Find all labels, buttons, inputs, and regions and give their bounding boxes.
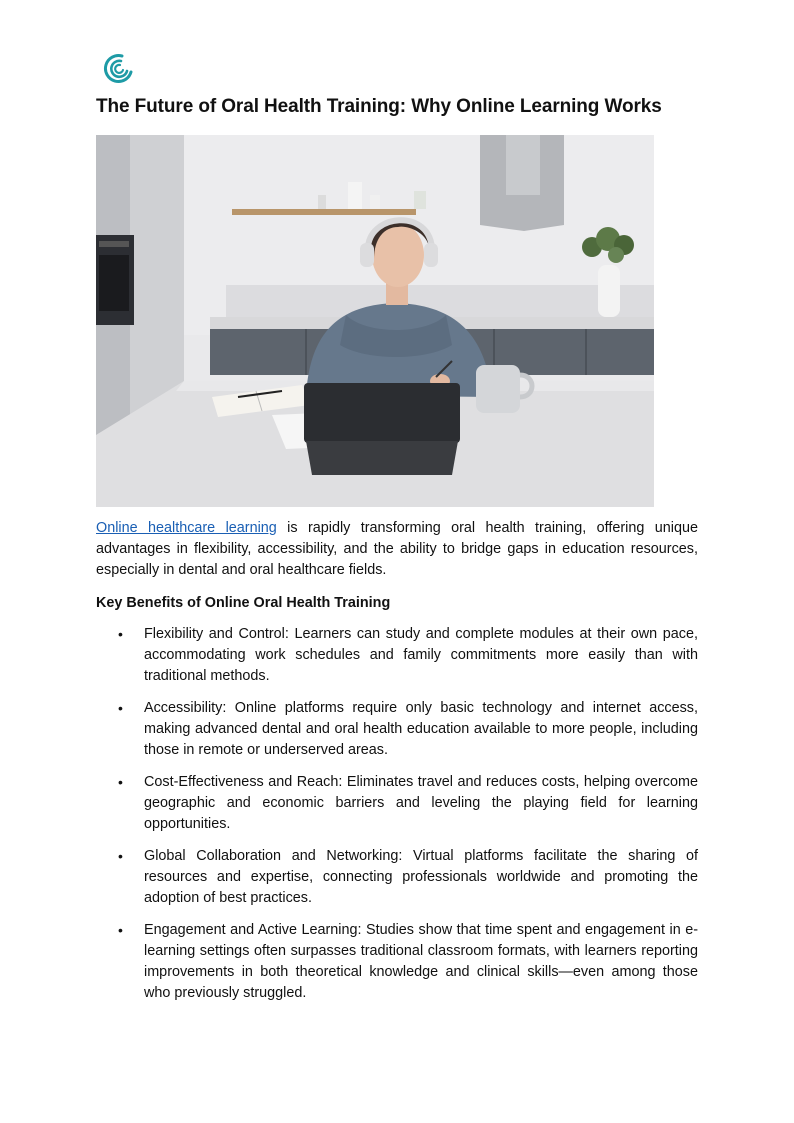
list-item xyxy=(96,698,698,761)
page-title: The Future of Oral Health Training: Why Online Learning Works xyxy=(96,96,662,117)
bullet-icon: • xyxy=(118,700,123,716)
bullet-icon: • xyxy=(118,848,123,864)
list-item-text: Flexibility and Control: Learners can study and complete modules at their own pace, accommodating work schedules and family commitments more easily than with traditional methods. xyxy=(144,626,698,684)
bullet-icon: • xyxy=(118,922,123,938)
intro-text: is rapidly transforming oral health training, offering unique advantages in flexibility, accessibility, and the ability to bridge gaps in education resources, especially in dental and oral healthcare fields. xyxy=(96,520,698,578)
list-item xyxy=(96,920,698,1004)
intro-paragraph xyxy=(96,518,698,581)
list-item-text: Engagement and Active Learning: Studies show that time spent and engagement in e-learning settings often surpasses traditional classroom formats, with learners reporting improvements in both theoretical knowledge and clinical skills—even among those who previously struggled. xyxy=(144,922,698,1001)
list-item xyxy=(96,846,698,909)
list-item xyxy=(96,624,698,687)
hero-image xyxy=(96,135,654,507)
list-item-text: Global Collaboration and Networking: Virtual platforms facilitate the sharing of resources and expertise, connecting professionals worldwide and promoting the adoption of best practices. xyxy=(144,848,698,906)
bullet-icon: • xyxy=(118,774,123,790)
section-heading: Key Benefits of Online Oral Health Training xyxy=(96,595,391,611)
swirl-logo-icon xyxy=(100,50,134,84)
bullet-icon: • xyxy=(118,626,123,642)
list-item xyxy=(96,772,698,835)
list-item-text: Accessibility: Online platforms require only basic technology and internet access, making advanced dental and oral health education available to more people, including those in remote or underserved areas. xyxy=(144,700,698,758)
online-healthcare-learning-link[interactable]: Online healthcare learning xyxy=(96,520,277,536)
benefits-list xyxy=(96,624,698,1015)
list-item-text: Cost-Effectiveness and Reach: Eliminates travel and reduces costs, helping overcome geographic and economic barriers and leveling the playing field for learning opportunities. xyxy=(144,774,698,832)
